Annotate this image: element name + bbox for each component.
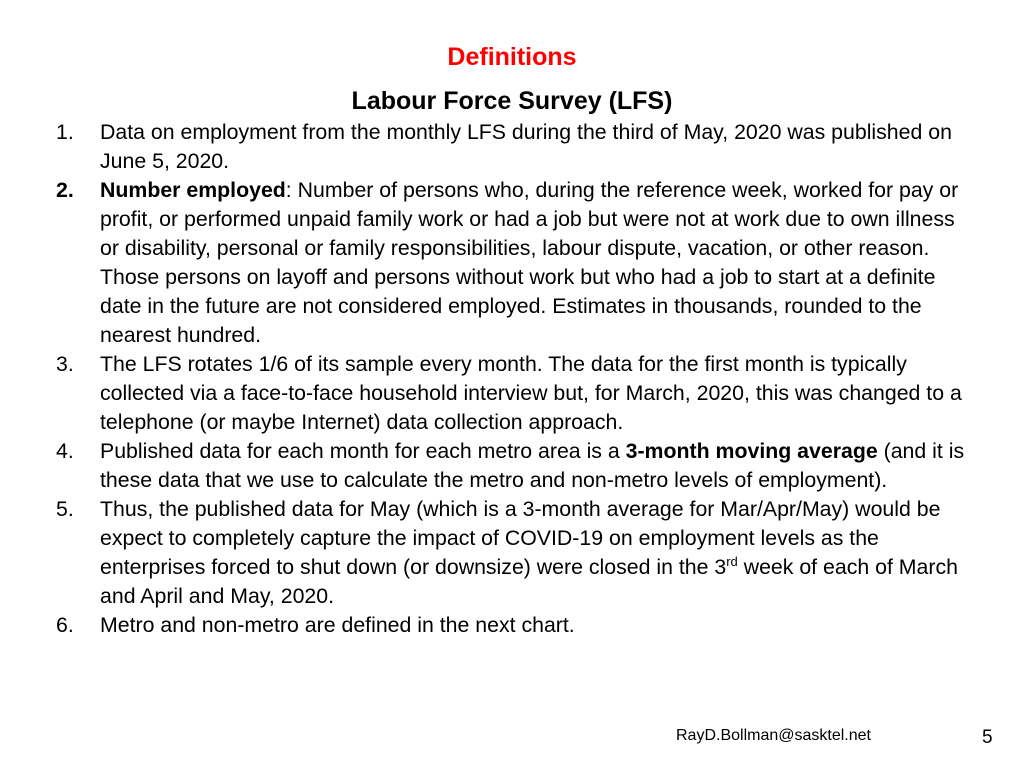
item-body: : Number of persons who, during the reference week, worked for pay or profit, or performed unpaid family work or had a job but were not at work due to own illness or disability, personal or family responsibilities, labour dispute, vacation, or other reason. Those persons on layoff and persons without work but who had a job to start at a definite date in the future are not considered employed. Estimates in thousands, rounded to the nearest hundred. xyxy=(100,178,959,347)
item-number: 1. xyxy=(56,120,74,144)
term-3-month-moving-average: 3-month moving average xyxy=(625,439,878,463)
term-number-employed: Number employed xyxy=(100,178,286,202)
item-number: 5. xyxy=(56,497,74,521)
slide-subtitle: Labour Force Survey (LFS) xyxy=(351,87,673,115)
item-text xyxy=(100,176,976,350)
item-body: Data on employment from the monthly LFS during the third of May, 2020 was published on June 5, 2020. xyxy=(100,120,952,173)
item-text xyxy=(100,350,976,437)
list-item xyxy=(56,437,976,495)
item-text xyxy=(100,611,976,640)
list-item xyxy=(56,495,976,611)
item-body: The LFS rotates 1/6 of its sample every month. The data for the first month is typically collected via a face-to-face household interview but, for March, 2020, this was changed to a telephone (or maybe Internet) data collection approach. xyxy=(100,352,962,434)
item-text xyxy=(100,495,976,611)
item-body-before: Thus, the published data for May (which is a 3-month average for Mar/Apr/May) would be expect to completely capture the impact of COVID-19 on employment levels as the enterprises forced to shut down (or downsize) were closed in the 3 xyxy=(100,497,941,579)
footer-email: RayD.Bollman@sasktel.net xyxy=(676,727,871,744)
slide-title: Definitions xyxy=(447,43,577,71)
page-number: 5 xyxy=(982,727,993,748)
item-text xyxy=(100,118,976,176)
list-item xyxy=(56,176,976,350)
item-number: 3. xyxy=(56,352,74,376)
item-body-after: week of each of March and April and May, 2020. xyxy=(100,555,958,608)
definitions-list xyxy=(56,118,976,640)
item-number: 2. xyxy=(56,178,74,202)
item-text xyxy=(100,437,976,495)
item-number: 6. xyxy=(56,613,74,637)
item-body-before: Published data for each month for each metro area is a xyxy=(100,439,626,463)
item-number: 4. xyxy=(56,439,74,463)
list-item xyxy=(56,350,976,437)
list-item xyxy=(56,611,976,640)
item-body-after: (and it is these data that we use to calculate the metro and non-metro levels of employment). xyxy=(100,439,965,492)
item-body: Metro and non-metro are defined in the next chart. xyxy=(100,613,575,637)
ordinal-superscript: rd xyxy=(726,553,738,569)
list-item xyxy=(56,118,976,176)
